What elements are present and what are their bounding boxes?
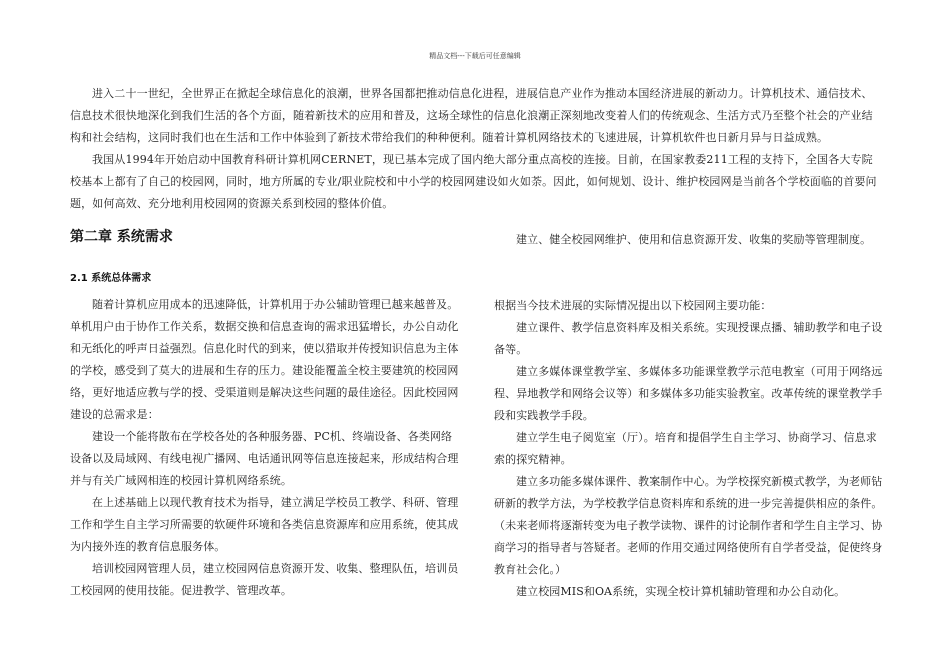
right-column [494, 229, 886, 603]
intro-paragraph: 我国从1994年开始启动中国教育科研计算机网CERNET，现已基本完成了国内绝大部分重点高校的连接。目前，在国家教委211工程的支持下，全国各大专院校基本上都有了自己的校园网，同时，地方所属的专业/职业院校和中小学的校园网建设如火如荼。因此，如何规划、设计、维护校园网是当前各个学校面临的首要问题，如何高效、充分地利用校园网的资源关系到校园的整体价值。 [70, 153, 877, 210]
body-paragraph: 建立课件、教学信息资料库及相关系统。实现授课点播、辅助教学和电子设备等。 [494, 321, 883, 356]
chapter-title: 第二章 系统需求 [70, 229, 173, 245]
body-paragraph: 建设一个能将散布在学校各处的各种服务器、PC机、终端设备、各类网络设备以及局域网、有线电视广播网、电话通讯网等信息连接起来，形成结构合理并与有关广域网相连的校园计算机网络系统。 [70, 430, 459, 487]
body-paragraph: 建立多功能多媒体课件、教案制作中心。为学校探究新模式教学，为老师钻研新的教学方法，为学校教学信息资料库和系统的进一步完善提供相应的条件。（未来老师将逐渐转变为电子教学读物、课件的讨论制作者和学生自主学习、协商学习的指导者与答疑者。老师的作用交通过网络使所有自学者受益，促使终身教育社会化。） [494, 475, 883, 576]
body-paragraph: 根据当今技术进展的实际情况提出以下校园网主要功能： [494, 299, 772, 312]
body-paragraph: 建立校园MIS和OA系统，实现全校计算机辅助管理和办公自动化。 [516, 585, 846, 598]
body-paragraph: 建立多媒体课堂教学室、多媒体多功能课堂教学示范电教室（可用于网络远程、异地教学和网络会议等）和多媒体多功能实验教室。改革传统的课堂教学手段和实践教学手段。 [494, 365, 883, 422]
left-column [70, 294, 461, 602]
intro-paragraph: 进入二十一世纪，全世界正在掀起全球信息化的浪潮，世界各国都把推动信息化进程，进展信息产业作为推动本国经济进展的新动力。计算机技术、通信技术、信息技术很快地深化到我们生活的各个方面，随着新技术的应用和普及，这场全球性的信息化浪潮正深刻地改变着人们的传统观念、生活方式乃至整个社会的产业结构和社会结构，这同时我们也在生活和工作中体验到了新技术带给我们的种种便利。随着计算机网络技术的飞速进展，计算机软件也日新月异与日益成熟。 [70, 87, 873, 144]
section-title: 2.1 系统总体需求 [70, 273, 152, 284]
body-paragraph: 在上述基础上以现代教育技术为指导，建立满足学校员工教学、科研、管理工作和学生自主学习所需要的软硬件环境和各类信息资源库和应用系统，使其成为内接外连的教育信息服务体。 [70, 496, 459, 553]
body-paragraph: 随着计算机应用成本的迅速降低，计算机用于办公辅助管理已越来越普及。单机用户由于协作工作关系，数据交换和信息查询的需求迅猛增长，办公自动化和无纸化的呼声日益强烈。信息化时代的到来，使以猎取并传授知识信息为主体的学校，感受到了莫大的进展和生存的压力。建设能覆盖全校主要建筑的校园网络，更好地适应教与学的授、受渠道则是解决这些问题的最佳途径。因此校园网建设的总需求是： [70, 298, 459, 421]
body-paragraph: 培训校园网管理人员，建立校园网信息资源开发、收集、整理队伍，培训员工校园网的使用技能。促进教学、管理改革。 [70, 562, 459, 597]
page-header-note: 精品文档---下载后可任意编辑 [429, 52, 521, 60]
body-paragraph: 建立、健全校园网维护、使用和信息资源开发、收集的奖励等管理制度。 [516, 233, 872, 246]
body-paragraph: 建立学生电子阅览室（厅）。培育和提倡学生自主学习、协商学习、信息求索的探究精神。 [494, 431, 877, 466]
intro-section [70, 83, 882, 215]
